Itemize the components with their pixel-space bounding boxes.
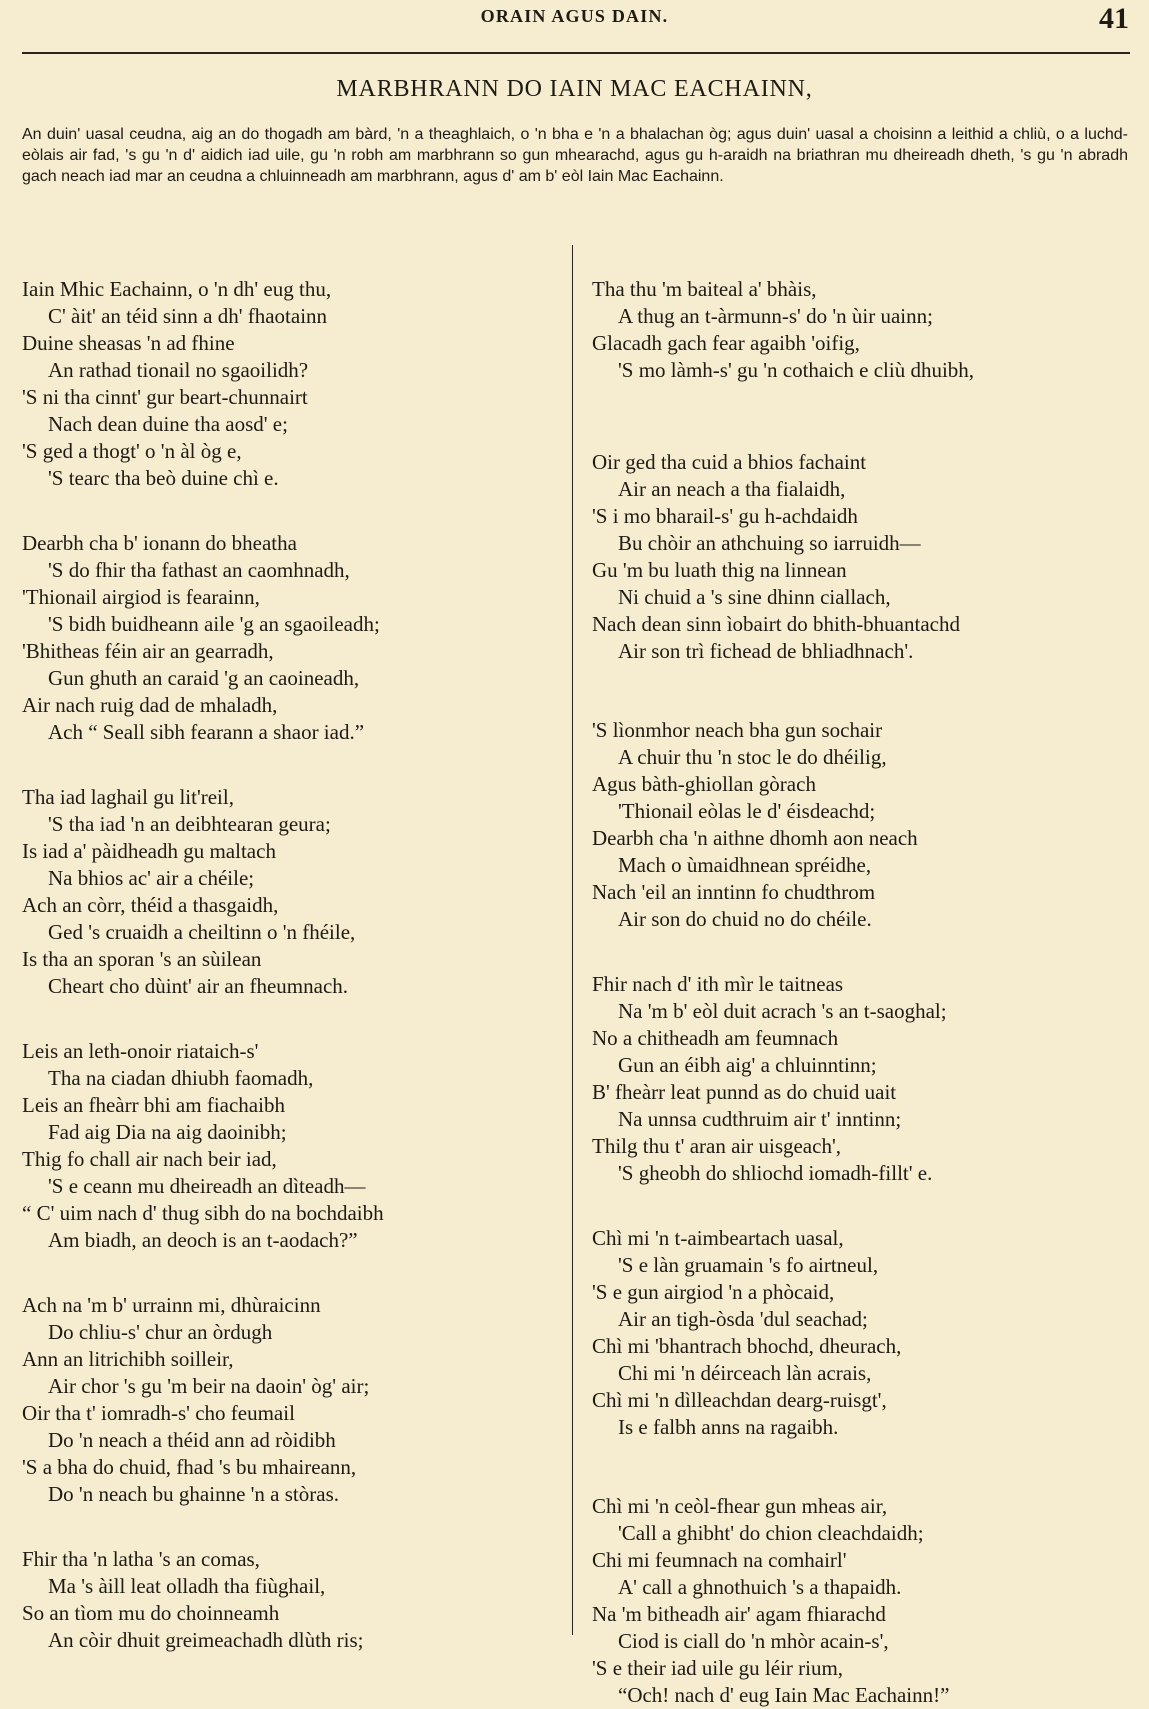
verse-line: 'S e ceann mu dheireadh an dìteadh—: [48, 1174, 366, 1198]
verse-line: Nach dean duine tha aosd' e;: [48, 412, 288, 436]
stanza: [592, 276, 1112, 384]
column-divider: [572, 245, 573, 1635]
verse-line: Agus bàth-ghiollan gòrach: [592, 772, 816, 796]
verse-line: Chì mi 'n ceòl-fhear gun mheas air,: [592, 1494, 888, 1518]
verse-line: Leis an leth-onoir riataich-s': [22, 1039, 259, 1063]
verse-line: Dearbh cha b' ionann do bheatha: [22, 531, 297, 555]
stanza: [22, 1546, 542, 1654]
verse-line: Nach dean sinn ìobairt do bhith-bhuantachd: [592, 612, 960, 636]
verse-line: Chi mi 'n déirceach làn acrais,: [618, 1361, 872, 1385]
verse-line: No a chitheadh am feumnach: [592, 1026, 839, 1050]
verse-line: 'S tha iad 'n an deibhtearan geura;: [48, 812, 331, 836]
verse-line: “ C' uim nach d' thug sibh do na bochdaibh: [22, 1201, 384, 1225]
verse-line: Iain Mhic Eachainn, o 'n dh' eug thu,: [22, 277, 332, 301]
verse-line: Air chor 's gu 'm beir na daoin' òg' air;: [48, 1374, 370, 1398]
verse-line: Duine sheasas 'n ad fhine: [22, 331, 235, 355]
running-header: [0, 2, 1149, 36]
verse-line: Ciod is ciall do 'n mhòr acain-s',: [618, 1629, 889, 1653]
verse-line: Na unnsa cudthruim air t' inntinn;: [618, 1107, 902, 1131]
verse-line: Do 'n neach a théid ann ad ròidibh: [48, 1428, 336, 1452]
verse-line: A' call a ghnothuich 's a thapaidh.: [618, 1575, 902, 1599]
verse-line: 'Thionail eòlas le d' éisdeachd;: [618, 799, 876, 823]
verse-line: Air son trì fichead de bhliadhnach'.: [618, 639, 914, 663]
verse-line: 'S ged a thogt' o 'n àl òg e,: [22, 439, 242, 463]
verse-line: Is iad a' pàidheadh gu maltach: [22, 839, 276, 863]
stanza: [22, 784, 542, 1000]
verse-line: Ma 's àill leat olladh tha fiùghail,: [48, 1574, 326, 1598]
stanza: [592, 1225, 1112, 1441]
verse-line: Ged 's cruaidh a cheiltinn o 'n fhéile,: [48, 920, 356, 944]
verse-line: 'S do fhir tha fathast an caomhnadh,: [48, 558, 350, 582]
verse-line: C' àit' an téid sinn a dh' fhaotainn: [48, 304, 328, 328]
verse-line: Tha iad laghail gu lit'reil,: [22, 785, 234, 809]
verse-line: Air an tigh-òsda 'dul seachad;: [618, 1307, 868, 1331]
verse-line: Glacadh gach fear agaibh 'oifig,: [592, 331, 860, 355]
verse-line: Am biadh, an deoch is an t-aodach?”: [48, 1228, 358, 1252]
verse-line: B' fheàrr leat punnd as do chuid uait: [592, 1080, 897, 1104]
verse-line: Fhir nach d' ith mìr le taitneas: [592, 972, 844, 996]
verse-line: Air son do chuid no do chéile.: [618, 907, 872, 931]
verse-line: Do chliu-s' chur an òrdugh: [48, 1320, 273, 1344]
stanza: [592, 1493, 1112, 1709]
verse-line: Fad aig Dia na aig daoinibh;: [48, 1120, 287, 1144]
verse-line: 'Bhitheas féin air an gearradh,: [22, 639, 274, 663]
verse-line: Bu chòir an athchuing so iarruidh—: [618, 531, 921, 555]
verse-line: Tha thu 'm baiteal a' bhàis,: [592, 277, 817, 301]
verse-line: 'S a bha do chuid, fhad 's bu mhaireann,: [22, 1455, 357, 1479]
header-rule: [22, 52, 1130, 54]
verse-line: An còir dhuit greimeachadh dlùth ris;: [48, 1628, 364, 1652]
verse-line: 'S e làn gruamain 's fo airtneul,: [618, 1253, 879, 1277]
verse-line: 'S e gun airgiod 'n a phòcaid,: [592, 1280, 835, 1304]
verse-line: 'S mo làmh-s' gu 'n cothaich e cliù dhuibh,: [618, 358, 975, 382]
verse-line: Cheart cho dùint' air an fheumnach.: [48, 974, 349, 998]
verse-line: 'Thionail airgiod is fearainn,: [22, 585, 260, 609]
verse-line: 'Call a ghibht' do chion cleachdaidh;: [618, 1521, 924, 1545]
stanza: [22, 1038, 542, 1254]
verse-line: A chuir thu 'n stoc le do dhéilig,: [618, 745, 887, 769]
stanza: [592, 971, 1112, 1187]
verse-line: 'S bidh buidheann aile 'g an sgaoileadh;: [48, 612, 380, 636]
verse-line: 'S i mo bharail-s' gu h-achdaidh: [592, 504, 858, 528]
verse-line: Is tha an sporan 's an sùilean: [22, 947, 262, 971]
verse-line: Tha na ciadan dhiubh faomadh,: [48, 1066, 314, 1090]
poem-intro: An duin' uasal ceudna, aig an do thogadh am bàrd, 'n a theaghlaich, o 'n bha e 'n a bhalachan òg; agus duin' uasal a choisinn a leithid a chliù, o a luchd-eòlais air fad, 's gu 'n d' aidich iad uile, gu 'n robh am marbhrann so gun mhearachd, agus gu h-araidh na briathran mu dheireadh dheth, 's gu 'n abradh gach neach iad mar an ceudna a chluinneadh am marbhrann, agus d' am b' eòl Iain Mac Eachainn.: [22, 126, 1128, 185]
verse-line: “Och! nach d' eug Iain Mac Eachainn!”: [618, 1683, 950, 1707]
page-number: 41: [1099, 2, 1129, 35]
verse-line: Thilg thu t' aran air uisgeach',: [592, 1134, 841, 1158]
verse-line: Gu 'm bu luath thig na linnean: [592, 558, 847, 582]
verse-line: Ach an còrr, théid a thasgaidh,: [22, 893, 279, 917]
verse-line: Na 'm b' eòl duit acrach 's an t-saoghal;: [618, 999, 947, 1023]
verse-line: 'S tearc tha beò duine chì e.: [48, 466, 279, 490]
verse-line: Na bhios ac' air a chéile;: [48, 866, 255, 890]
verse-line: 'S lìonmhor neach bha gun sochair: [592, 718, 883, 742]
left-column: [22, 238, 542, 1654]
verse-line: Gun ghuth an caraid 'g an caoineadh,: [48, 666, 360, 690]
verse-line: 'S e their iad uile gu léir rium,: [592, 1656, 844, 1680]
verse-line: Chì mi 'bhantrach bhochd, dheurach,: [592, 1334, 902, 1358]
verse-line: Mach o ùmaidhnean spréidhe,: [618, 853, 872, 877]
verse-line: 'S gheobh do shliochd iomadh-fillt' e.: [618, 1161, 933, 1185]
verse-line: 'S ni tha cinnt' gur beart-chunnairt: [22, 385, 308, 409]
verse-line: So an tìom mu do choinneamh: [22, 1601, 280, 1625]
verse-line: Oir ged tha cuid a bhios fachaint: [592, 450, 867, 474]
stanza: [22, 530, 542, 746]
verse-line: Ni chuid a 's sine dhinn ciallach,: [618, 585, 891, 609]
stanza: [22, 276, 542, 492]
verse-line: Thig fo chall air nach beir iad,: [22, 1147, 277, 1171]
verse-line: Gun an éibh aig' a chluinntinn;: [618, 1053, 877, 1077]
verse-line: An rathad tionail no sgaoilidh?: [48, 358, 309, 382]
verse-line: Ann an litrichibh soilleir,: [22, 1347, 234, 1371]
poem-title: MARBHRANN DO IAIN MAC EACHAINN,: [336, 76, 813, 102]
verse-line: Na 'm bitheadh air' agam fhiarachd: [592, 1602, 886, 1626]
running-title: ORAIN AGUS DAIN.: [480, 6, 669, 26]
stanza: [592, 449, 1112, 665]
verse-line: Chì mi 'n t-aimbeartach uasal,: [592, 1226, 844, 1250]
verse-line: Fhir tha 'n latha 's an comas,: [22, 1547, 260, 1571]
verse-line: Do 'n neach bu ghainne 'n a stòras.: [48, 1482, 339, 1506]
verse-line: Dearbh cha 'n aithne dhomh aon neach: [592, 826, 918, 850]
stanza: [22, 1292, 542, 1508]
verse-line: Ach “ Seall sibh fearann a shaor iad.”: [48, 720, 365, 744]
stanza: [592, 717, 1112, 933]
verse-line: Chi mi feumnach na comhairl': [592, 1548, 847, 1572]
verse-line: Chì mi 'n dìlleachdan dearg-ruisgt',: [592, 1388, 887, 1412]
verse-line: Oir tha t' iomradh-s' cho feumail: [22, 1401, 295, 1425]
verse-line: Leis an fheàrr bhi am fiachaibh: [22, 1093, 285, 1117]
verse-line: Is e falbh anns na ragaibh.: [618, 1415, 839, 1439]
verse-line: Nach 'eil an inntinn fo chudthrom: [592, 880, 876, 904]
verse-line: A thug an t-àrmunn-s' do 'n ùir uainn;: [618, 304, 933, 328]
verse-line: Air an neach a tha fialaidh,: [618, 477, 846, 501]
right-column: [592, 238, 1112, 1709]
verse-line: Ach na 'm b' urrainn mi, dhùraicinn: [22, 1293, 321, 1317]
verse-line: Air nach ruig dad de mhaladh,: [22, 693, 278, 717]
